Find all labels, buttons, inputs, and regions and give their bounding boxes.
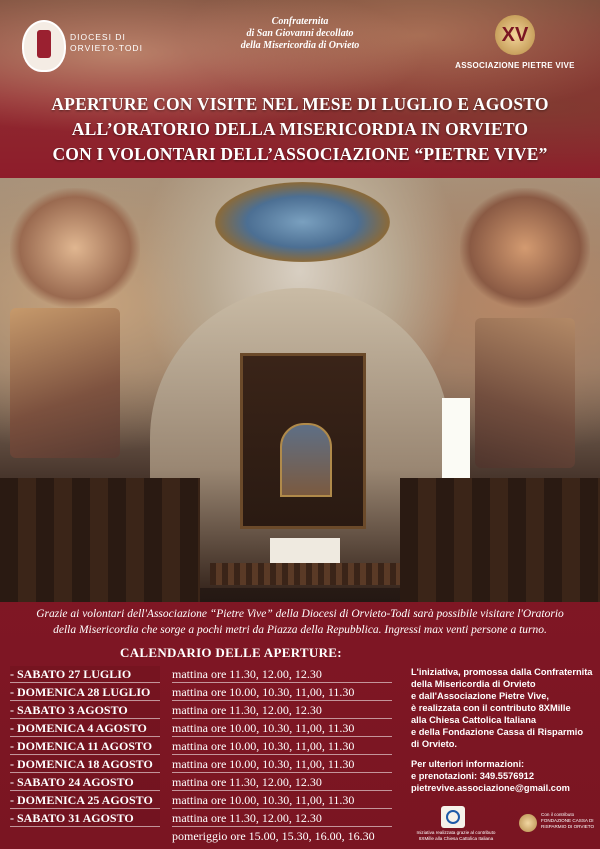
headline-line-1: APERTURE CON VISITE NEL MESE DI LUGLIO E AGOSTO (51, 94, 549, 114)
association-name: ASSOCIAZIONE PIETRE VIVE (455, 61, 575, 70)
schedule-row (10, 701, 395, 719)
altar-painting (280, 423, 332, 497)
schedule-row-afternoon (10, 827, 395, 847)
ceiling-vault (215, 182, 390, 262)
wooden-stalls-right (400, 478, 600, 602)
schedule-row (10, 737, 395, 755)
8xmille-logo-icon (441, 806, 465, 828)
fondazione-caption: Con il contributo FONDAZIONE CASSA DI RISPARMIO DI ORVIETO (541, 812, 595, 829)
initiative-line: L'iniziativa, promossa dalla Confraternita (411, 667, 593, 677)
confraternita-line-1: Confraternita (271, 16, 329, 27)
diocesi-line-2: ORVIETO·TODI (70, 43, 143, 53)
calendar-title: CALENDARIO DELLE APERTURE: (120, 645, 342, 660)
initiative-line: alla Chiesa Cattolica Italiana (411, 715, 537, 725)
schedule-day: - DOMENICA 18 AGOSTO (10, 756, 160, 773)
schedule-list (10, 665, 395, 847)
8xmille-caption: Iniziativa realizzata grazie al contributo 8XMille alla Chiesa Cattolica Italiana (416, 830, 496, 841)
schedule-times: mattina ore 10.00, 10.30, 11,00, 11.30 (172, 738, 392, 755)
confraternita-line-2: di San Giovanni decollato (246, 28, 354, 39)
schedule-day: - SABATO 27 LUGLIO (10, 666, 160, 683)
intro-line-2: della Misericordia che sorge a pochi metri da Piazza della Repubblica. Ingressi max venti persone a turno. (53, 624, 547, 636)
schedule-day: - DOMENICA 4 AGOSTO (10, 720, 160, 737)
contact-text (411, 758, 596, 794)
headline-line-2: ALL’ORATORIO DELLA MISERICORDIA IN ORVIETO (71, 119, 529, 139)
intro-line-1: Grazie ai volontari dell'Associazione “Pietre Vive” della Diocesi di Orvieto-Todi sarà possibile visitare l'Oratorio (36, 608, 564, 620)
altar-rail (210, 563, 400, 585)
schedule-row (10, 809, 395, 827)
contact-label: Per ulteriori informazioni: (411, 759, 525, 769)
schedule-times: mattina ore 11.30, 12.00, 12.30 (172, 810, 392, 827)
initiative-line: di Orvieto. (411, 739, 457, 749)
schedule-day: - DOMENICA 28 LUGLIO (10, 684, 160, 701)
headline-line-3: CON I VOLONTARI DELL’ASSOCIAZIONE “PIETRE VIVE” (52, 144, 548, 164)
diocesi-line-1: DIOCESI DI (70, 32, 126, 42)
schedule-times: mattina ore 11.30, 12.00, 12.30 (172, 774, 392, 791)
initiative-line: e dall'Associazione Pietre Vive, (411, 691, 549, 701)
schedule-times: mattina ore 10.00, 10.30, 11,00, 11.30 (172, 756, 392, 773)
contact-phone: e prenotazioni: 349.5576912 (411, 771, 534, 781)
schedule-row (10, 791, 395, 809)
initiative-line: è realizzata con il contributo 8XMille (411, 703, 571, 713)
initiative-line: e della Fondazione Cassa di Risparmio (411, 727, 584, 737)
schedule-day: - DOMENICA 11 AGOSTO (10, 738, 160, 755)
schedule-times: mattina ore 10.00, 10.30, 11,00, 11.30 (172, 684, 392, 701)
schedule-row (10, 719, 395, 737)
contact-email: pietrevive.associazione@gmail.com (411, 783, 570, 793)
schedule-day: - SABATO 31 AGOSTO (10, 810, 160, 827)
initiative-line: della Misericordia di Orvieto (411, 679, 536, 689)
schedule-row (10, 755, 395, 773)
pietre-vive-mark-icon: XV (495, 15, 535, 55)
confraternita-line-3: della Misericordia di Orvieto (240, 40, 360, 51)
schedule-times: mattina ore 11.30, 12.00, 12.30 (172, 666, 392, 683)
headline (0, 92, 600, 167)
schedule-times: mattina ore 11.30, 12.00, 12.30 (172, 702, 392, 719)
schedule-row (10, 683, 395, 701)
fresco-decor (10, 188, 140, 308)
top-fresco-banner (0, 0, 600, 178)
schedule-day: - SABATO 3 AGOSTO (10, 702, 160, 719)
wooden-stalls-left (0, 478, 200, 602)
schedule-row (10, 773, 395, 791)
wall-fresco-right (475, 318, 575, 468)
oratory-photo (0, 178, 600, 602)
fresco-decor (460, 188, 590, 308)
pietre-vive-logo (450, 15, 580, 70)
schedule-day: - DOMENICA 25 AGOSTO (10, 792, 160, 809)
schedule-times-afternoon: pomeriggio ore 15.00, 15.30, 16.00, 16.30 (172, 829, 375, 843)
schedule-times: mattina ore 10.00, 10.30, 11,00, 11.30 (172, 792, 392, 809)
wall-fresco-left (10, 308, 120, 458)
initiative-text (411, 666, 596, 750)
sponsor-logos (411, 806, 596, 846)
schedule-times: mattina ore 10.00, 10.30, 11,00, 11.30 (172, 720, 392, 737)
schedule-day: - SABATO 24 AGOSTO (10, 774, 160, 791)
intro-text (0, 606, 600, 638)
schedule-row (10, 665, 395, 683)
info-box (411, 666, 596, 802)
fondazione-logo-icon (519, 814, 537, 832)
